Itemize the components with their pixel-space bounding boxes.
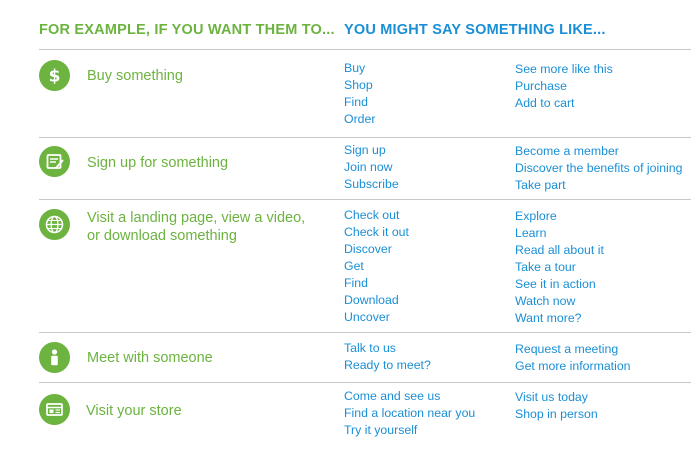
phrase: Add to cart — [515, 96, 575, 110]
phrase: Shop in person — [515, 407, 598, 421]
phrase: See it in action — [515, 277, 596, 291]
phrase: Uncover — [344, 310, 390, 324]
phrase: Watch now — [515, 294, 576, 308]
phrase-list — [344, 60, 375, 128]
phrase: Want more? — [515, 311, 582, 325]
phrase-list — [344, 207, 409, 326]
phrase: Order — [344, 112, 376, 126]
phrase: Sign up — [344, 143, 386, 157]
phrase: Become a member — [515, 144, 619, 158]
divider — [39, 199, 691, 200]
signup-form-icon — [39, 146, 70, 177]
storefront-icon — [39, 394, 70, 425]
phrase: Check out — [344, 208, 400, 222]
phrase: Find — [344, 95, 368, 109]
globe-icon — [39, 209, 70, 240]
phrase: Discover — [344, 242, 392, 256]
divider — [39, 49, 691, 50]
row-label: Sign up for something — [87, 155, 229, 171]
phrase: Learn — [515, 226, 547, 240]
right-column-header: YOU MIGHT SAY SOMETHING LIKE... — [344, 22, 606, 38]
divider — [39, 137, 691, 138]
phrase: Check it out — [344, 225, 409, 239]
phrase: Come and see us — [344, 389, 441, 403]
phrase: Purchase — [515, 79, 567, 93]
phrase: Join now — [344, 160, 393, 174]
dollar-icon — [39, 60, 70, 91]
phrase: Buy — [344, 61, 366, 75]
phrase: Take a tour — [515, 260, 576, 274]
phrase-list — [344, 388, 475, 439]
phrase: Get — [344, 259, 364, 273]
phrase-list — [515, 208, 604, 327]
phrase: Ready to meet? — [344, 358, 431, 372]
divider — [39, 332, 691, 333]
phrase: See more like this — [515, 62, 613, 76]
phrase: Find a location near you — [344, 406, 476, 420]
phrase: Get more information — [515, 359, 631, 373]
row-label: Visit your store — [86, 403, 182, 419]
phrase: Subscribe — [344, 177, 399, 191]
phrase: Talk to us — [344, 341, 396, 355]
phrase: Visit us today — [515, 390, 588, 404]
phrase-list — [344, 340, 431, 374]
phrase: Take part — [515, 178, 566, 192]
row-label: Meet with someone — [87, 350, 213, 366]
phrase: Read all about it — [515, 243, 604, 257]
phrase-list — [344, 142, 399, 193]
person-icon — [39, 342, 70, 373]
divider — [39, 382, 691, 383]
phrase: Request a meeting — [515, 342, 619, 356]
phrase: Find — [344, 276, 368, 290]
svg-text:$: $ — [48, 66, 61, 87]
left-column-header: FOR EXAMPLE, IF YOU WANT THEM TO... — [39, 22, 335, 38]
phrase: Try it yourself — [344, 423, 418, 437]
phrase-list — [515, 389, 598, 423]
phrase-list — [515, 341, 631, 375]
phrase-list — [515, 61, 613, 112]
phrase: Explore — [515, 209, 557, 223]
row-label: Visit a landing page, view a video, or download something — [87, 210, 306, 244]
phrase: Discover the benefits of joining — [515, 161, 683, 175]
phrase: Download — [344, 293, 399, 307]
phrase-list — [515, 143, 682, 194]
phrase: Shop — [344, 78, 373, 92]
row-label: Buy something — [87, 68, 183, 84]
